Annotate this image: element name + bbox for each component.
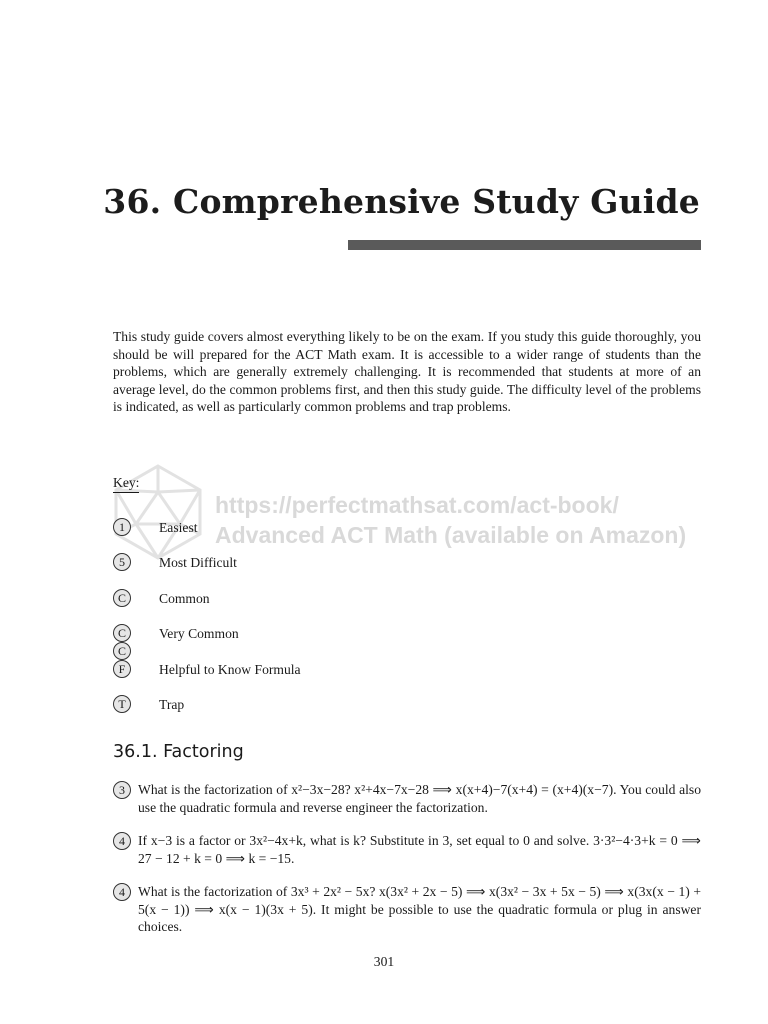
section-heading: 36.1. Factoring xyxy=(113,742,244,762)
formula-badge-icon: F xyxy=(113,660,131,678)
difficulty-badge-icon: 4 xyxy=(113,883,131,901)
key-item-label: Trap xyxy=(159,697,185,712)
watermark-url: https://perfectmathsat.com/act-book/ xyxy=(215,492,619,518)
watermark xyxy=(215,490,686,550)
chapter-title: 36. Comprehensive Study Guide xyxy=(103,182,700,221)
problem-item xyxy=(113,832,701,867)
problem-item xyxy=(113,883,701,936)
key-item-label: Easiest xyxy=(159,520,198,535)
difficulty-5-badge-icon: 5 xyxy=(113,553,131,571)
difficulty-badge-icon: 4 xyxy=(113,832,131,850)
title-rule xyxy=(348,240,701,250)
problem-text: What is the factorization of x²−3x−28? x²+4x−7x−28 ⟹ x(x+4)−7(x+4) = (x+4)(x−7). You could also use the quadratic formula and reverse engineer the factorization. xyxy=(138,782,701,815)
common-badge-icon: C xyxy=(113,642,131,660)
page-number: 301 xyxy=(373,954,395,969)
trap-badge-icon: T xyxy=(113,695,131,713)
problem-text: If x−3 is a factor or 3x²−4x+k, what is k? Substitute in 3, set equal to 0 and solve. 3·3²−4·3+k = 0 ⟹ 27 − 12 + k = 0 ⟹ k = −15. xyxy=(138,833,701,866)
key-item-label: Most Difficult xyxy=(159,555,237,570)
key-item-label: Helpful to Know Formula xyxy=(159,662,301,677)
difficulty-1-badge-icon: 1 xyxy=(113,518,131,536)
key-item-label: Common xyxy=(159,591,210,606)
difficulty-badge-icon: 3 xyxy=(113,781,131,799)
key-label: Key: xyxy=(113,475,139,493)
key-item-label: Very Common xyxy=(159,626,239,641)
common-badge-icon: C xyxy=(113,624,131,642)
watermark-caption: Advanced ACT Math (available on Amazon) xyxy=(215,522,687,548)
problem-item xyxy=(113,781,701,816)
intro-paragraph: This study guide covers almost everything likely to be on the exam. If you study this guide thoroughly, you should be will prepared for the ACT Math exam. It is accessible to a wider range of students than the problems, which are generally extremely challenging. It is recommended that students at more of an average level, do the common problems first, and then this study guide. The difficulty level of the problems is indicated, as well as particularly common problems and trap problems. xyxy=(113,329,701,415)
problem-text: What is the factorization of 3x³ + 2x² − 5x? x(3x² + 2x − 5) ⟹ x(3x² − 3x + 5x − 5) ⟹ x(3x(x − 1) + 5(x − 1)) ⟹ x(x − 1)(3x + 5). It might be possible to use the quadratic formula or plug in answer choices. xyxy=(138,884,701,935)
common-badge-icon: C xyxy=(113,589,131,607)
